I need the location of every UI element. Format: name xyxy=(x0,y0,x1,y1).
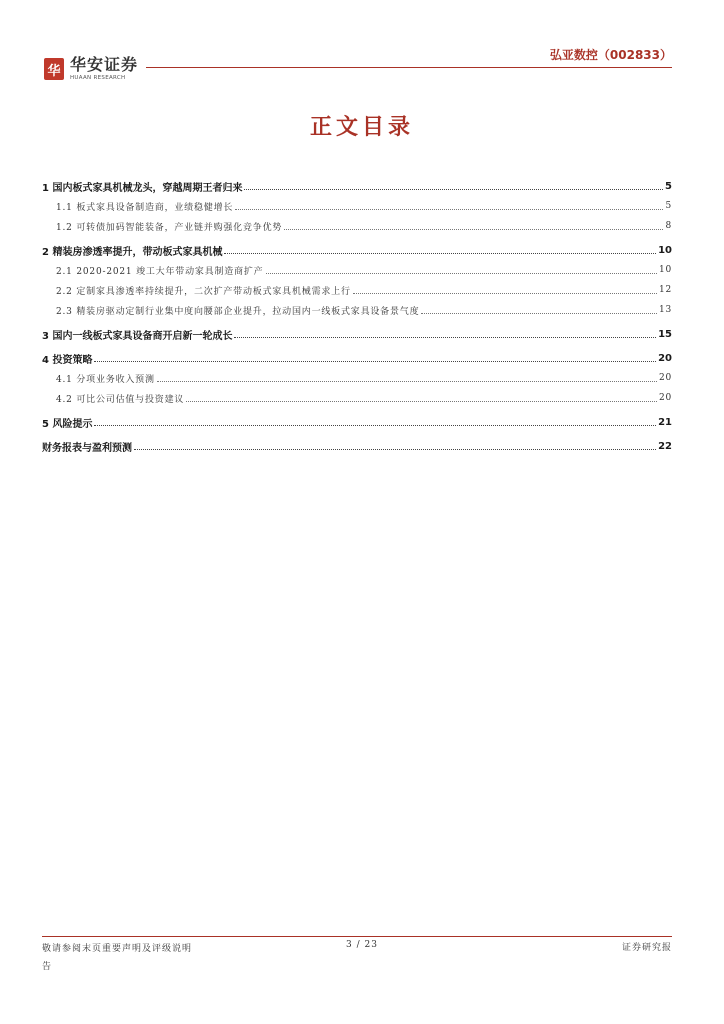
logo-chinese-name: 华安证券 xyxy=(70,55,139,74)
brand-logo xyxy=(44,57,138,82)
footer-disclaimer-tail: 告 xyxy=(42,962,53,972)
toc-section-entry[interactable] xyxy=(42,300,672,320)
toc-dot-leader xyxy=(224,252,656,254)
toc-chapter-entry[interactable] xyxy=(42,436,672,456)
logo-english-name: HUAAN RESEARCH xyxy=(70,75,126,81)
page-number: 3 / 23 xyxy=(346,940,378,950)
toc-entry-title: 1 国内板式家具机械龙头，穿越周期王者归来 xyxy=(42,182,243,194)
toc-section-entry[interactable] xyxy=(42,388,672,408)
toc-dot-leader xyxy=(266,272,657,274)
toc-dot-leader xyxy=(234,336,656,338)
toc-entry-title: 5 风险提示 xyxy=(42,418,93,430)
toc-page-number: 10 xyxy=(658,265,672,275)
footer-divider xyxy=(42,936,672,937)
toc-page-number: 20 xyxy=(658,373,672,383)
toc-dot-leader xyxy=(94,424,656,426)
toc-page-number: 20 xyxy=(658,352,672,364)
toc-chapter-entry[interactable] xyxy=(42,240,672,260)
toc-entry-title: 2 精装房渗透率提升，带动板式家具机械 xyxy=(42,246,223,258)
toc-entry-title: 2.1 2020-2021 竣工大年带动家具制造商扩产 xyxy=(56,266,264,277)
toc-page-number: 5 xyxy=(665,180,672,192)
toc-entry-title: 2.3 精装房驱动定制行业集中度向腰部企业提升，拉动国内一线板式家具设备景气度 xyxy=(56,306,420,317)
toc-page-number: 8 xyxy=(665,221,672,231)
toc-page-number: 22 xyxy=(658,440,672,452)
page-header xyxy=(0,0,724,100)
toc-page-number: 21 xyxy=(658,416,672,428)
toc-page-number: 12 xyxy=(658,285,672,295)
toc-entry-title: 2.2 定制家具渗透率持续提升，二次扩产带动板式家具机械需求上行 xyxy=(56,286,351,297)
toc-section-entry[interactable] xyxy=(42,260,672,280)
toc-entry-title: 4.1 分项业务收入预测 xyxy=(56,374,155,385)
toc-chapter-entry[interactable] xyxy=(42,348,672,368)
toc-page-number: 10 xyxy=(658,244,672,256)
toc-dot-leader xyxy=(186,400,657,402)
toc-dot-leader xyxy=(94,360,656,362)
toc-page-number: 5 xyxy=(665,201,672,211)
toc-dot-leader xyxy=(353,292,657,294)
toc-section-entry[interactable] xyxy=(42,196,672,216)
toc-entry-title: 4 投资策略 xyxy=(42,354,93,366)
toc-dot-leader xyxy=(235,208,663,210)
company-ticker: 弘亚数控（002833） xyxy=(549,48,672,62)
toc-chapter-entry[interactable] xyxy=(42,324,672,344)
header-divider xyxy=(146,67,672,68)
toc-entry-title: 财务报表与盈利预测 xyxy=(42,442,132,454)
toc-chapter-entry[interactable] xyxy=(42,412,672,432)
report-type-label: 证券研究报 xyxy=(621,943,672,953)
page-title: 正文目录 xyxy=(309,115,414,140)
toc-section-entry[interactable] xyxy=(42,280,672,300)
logo-seal-icon: 华 xyxy=(44,58,64,80)
toc-page-number: 13 xyxy=(658,305,672,315)
table-of-contents xyxy=(42,172,672,456)
toc-dot-leader xyxy=(244,188,663,190)
toc-entry-title: 3 国内一线板式家具设备商开启新一轮成长 xyxy=(42,330,233,342)
toc-entry-title: 1.2 可转债加码智能装备，产业链并购强化竞争优势 xyxy=(56,222,283,233)
toc-entry-title: 1.1 板式家具设备制造商，业绩稳健增长 xyxy=(56,202,234,213)
toc-section-entry[interactable] xyxy=(42,216,672,236)
toc-dot-leader xyxy=(157,380,657,382)
logo-text xyxy=(70,57,138,82)
toc-section-entry[interactable] xyxy=(42,368,672,388)
toc-page-number: 15 xyxy=(658,328,672,340)
footer-disclaimer-text: 敬请参阅末页重要声明及评级说明 xyxy=(42,944,193,954)
toc-page-number: 20 xyxy=(658,393,672,403)
toc-dot-leader xyxy=(284,228,663,230)
toc-dot-leader xyxy=(421,312,657,314)
toc-entry-title: 4.2 可比公司估值与投资建议 xyxy=(56,394,185,405)
toc-dot-leader xyxy=(134,448,656,450)
toc-chapter-entry[interactable] xyxy=(42,176,672,196)
